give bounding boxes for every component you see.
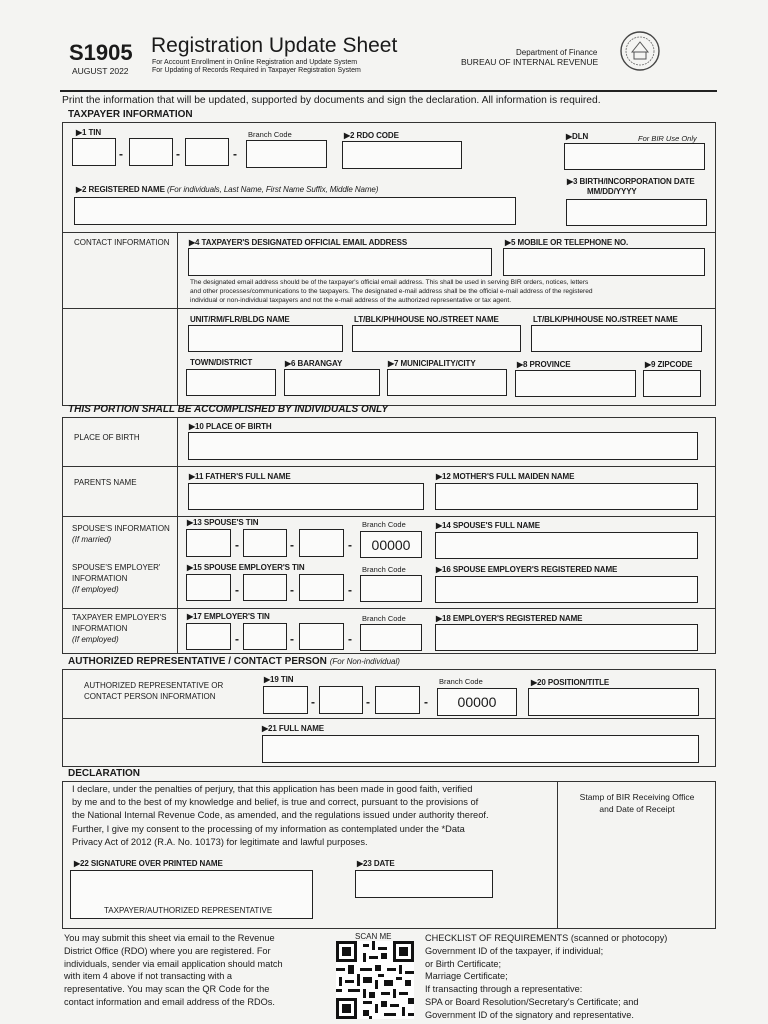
employer-branch-label: Branch Code (362, 614, 406, 623)
mother-name-label: ▶12 MOTHER'S FULL MAIDEN NAME (436, 472, 575, 481)
employer-name-label: ▶18 EMPLOYER'S REGISTERED NAME (436, 614, 583, 623)
employer-tin-dash: - (348, 632, 352, 646)
rep-branch-value: 00000 (457, 694, 497, 710)
municipality-label: ▶7 MUNICIPALITY/CITY (388, 359, 476, 368)
employer-tin-part-2-input[interactable] (243, 623, 287, 650)
form-code: S1905 (69, 40, 133, 65)
bir-seal-icon (619, 30, 661, 72)
employer-tin-dash: - (290, 632, 294, 646)
individuals-title: THIS PORTION SHALL BE ACCOMPLISHED BY INDIVIDUALS ONLY (68, 404, 389, 415)
rep-tin-part-3-input[interactable] (375, 686, 420, 714)
mother-name-input[interactable] (435, 483, 698, 510)
spouse-employer-tin-label: ▶15 SPOUSE EMPLOYER'S TIN (187, 563, 305, 572)
tin-label: ▶1 TIN (76, 128, 102, 137)
spouse-employer-row: SPOUSE'S EMPLOYER' INFORMATION (If employed) (72, 563, 161, 594)
father-name-label: ▶11 FATHER'S FULL NAME (189, 472, 291, 481)
parents-row: PARENTS NAME (74, 478, 137, 487)
instruction-text: Print the information that will be updated, supported by documents and sign the declaration. All information is required. (62, 95, 601, 106)
signature-label: ▶22 SIGNATURE OVER PRINTED NAME (74, 859, 223, 868)
branch-code-label: Branch Code (248, 130, 292, 139)
spouse-name-label: ▶14 SPOUSE'S FULL NAME (436, 521, 540, 530)
tin-part-3-input[interactable] (185, 138, 229, 166)
spouse-tin-dash: - (235, 538, 239, 552)
lot-street-input-1[interactable] (352, 325, 521, 352)
declaration-text: I declare, under the penalties of perjury, that this application has been made in good faith, verified by me and to the best of my knowledge and belief, is true and correct, pursuant to the provisions of the National Internal Revenue Code, as amended, and the regulations issued under authority thereof. Further, I give my consent to the processing of my information as contemplated under the *Data Privacy Act of 2012 (R.A. No. 10173) for legitimate and lawful purposes. (72, 784, 489, 847)
municipality-input[interactable] (387, 369, 507, 396)
spouse-tin-dash: - (348, 538, 352, 552)
bureau-name: BUREAU OF INTERNAL REVENUE (461, 57, 599, 67)
full-name-label: ▶21 FULL NAME (262, 724, 325, 733)
spouse-branch-value: 00000 (371, 537, 411, 553)
birth-date-input[interactable] (566, 199, 707, 226)
rep-tin-dash: - (424, 695, 428, 709)
place-of-birth-row: PLACE OF BIRTH (74, 433, 140, 442)
lot-street-input-2[interactable] (531, 325, 702, 352)
spouse-tin-part-1-input[interactable] (186, 529, 231, 557)
tin-part-2-input[interactable] (129, 138, 173, 166)
town-input[interactable] (186, 369, 276, 396)
checklist-item: or Birth Certificate; (425, 958, 502, 969)
spouse-info-row: SPOUSE'S INFORMATION (If married) (72, 524, 170, 544)
checklist-item: If transacting through a representative: (425, 984, 583, 995)
department-name: Department of Finance (516, 48, 598, 57)
contact-info-label: CONTACT INFORMATION (74, 238, 170, 247)
checklist-item: SPA or Board Resolution/Secretary's Certificate; and (425, 996, 639, 1007)
barangay-input[interactable] (284, 369, 380, 396)
lot-street-label-2: LT/BLK/PH/HOUSE NO./STREET NAME (533, 315, 678, 324)
spouse-employer-branch-input[interactable] (360, 575, 422, 602)
stamp-label: Stamp of BIR Receiving Office and Date of Receipt (579, 792, 695, 814)
email-note: and other processes/communications to the taxpayers. The designated e-mail address shall be the official e-mail address of the registered (190, 288, 593, 295)
position-label: ▶20 POSITION/TITLE (531, 678, 610, 687)
place-of-birth-input[interactable] (188, 432, 698, 460)
full-name-input[interactable] (262, 735, 699, 763)
checklist-item: Government ID of the signatory and representative. (425, 1009, 634, 1020)
subtitle-1: For Account Enrollment in Online Registration and Update System (152, 59, 358, 66)
authorized-title: AUTHORIZED REPRESENTATIVE / CONTACT PERSON (For Non-individual) (68, 656, 400, 667)
employer-tin-part-1-input[interactable] (186, 623, 231, 650)
spouse-employer-tin-part-3-input[interactable] (299, 574, 344, 601)
barangay-label: ▶6 BARANGAY (285, 359, 343, 368)
rdo-code-input[interactable] (342, 141, 462, 169)
employer-tin-dash: - (235, 632, 239, 646)
scan-me-label: SCAN ME (355, 932, 392, 941)
spouse-tin-label: ▶13 SPOUSE'S TIN (187, 518, 259, 527)
page-title: Registration Update Sheet (151, 34, 398, 57)
province-label: ▶8 PROVINCE (517, 360, 571, 369)
mobile-input[interactable] (503, 248, 705, 276)
unit-input[interactable] (188, 325, 343, 352)
mobile-label: ▶5 MOBILE OR TELEPHONE NO. (505, 238, 629, 247)
checklist (425, 932, 667, 1022)
dln-input[interactable] (564, 143, 705, 170)
rep-tin-part-2-input[interactable] (319, 686, 363, 714)
registered-name-input[interactable] (74, 197, 516, 225)
dln-label: ▶DLN (566, 132, 589, 141)
qr-code-icon[interactable] (336, 941, 414, 1019)
date-input[interactable] (355, 870, 493, 898)
spouse-name-input[interactable] (435, 532, 698, 559)
tin-dash: - (119, 147, 123, 161)
birth-date-label: ▶3 BIRTH/INCORPORATION DATE (567, 177, 695, 186)
form-date: AUGUST 2022 (72, 66, 129, 76)
rep-tin-label: ▶19 TIN (264, 675, 294, 684)
bir-use-only-label: For BIR Use Only (638, 134, 697, 143)
town-label: TOWN/DISTRICT (190, 358, 253, 367)
tin-dash: - (176, 147, 180, 161)
spouse-tin-part-3-input[interactable] (299, 529, 344, 557)
subtitle-2: For Updating of Records Required in Taxpayer Registration System (152, 67, 361, 74)
province-input[interactable] (515, 370, 636, 397)
zipcode-input[interactable] (643, 370, 701, 397)
email-note: The designated email address should be of the taxpayer's official email address. This shall be used in serving BIR orders, notices, letters (190, 279, 589, 286)
rep-tin-dash: - (311, 695, 315, 709)
spouse-employer-name-label: ▶16 SPOUSE EMPLOYER'S REGISTERED NAME (436, 565, 618, 574)
checklist-item: Government ID of the taxpayer, if individual; (425, 945, 604, 956)
spouse-employer-name-input[interactable] (435, 576, 698, 603)
tin-part-1-input[interactable] (72, 138, 116, 166)
employer-tin-part-3-input[interactable] (299, 623, 344, 650)
rdo-code-label: ▶2 RDO CODE (344, 131, 399, 140)
submission-note: You may submit this sheet via email to the Revenue District Office (RDO) where you are registered. For individuals, sender via email application should match with item 4 above if not transacting with a representative. You may scan the QR Code for the contact information and email address of the RDOs. (64, 933, 283, 1007)
email-label: ▶4 TAXPAYER'S DESIGNATED OFFICIAL EMAIL ADDRESS (189, 238, 408, 247)
lot-street-label-1: LT/BLK/PH/HOUSE NO./STREET NAME (354, 315, 499, 324)
spouse-tin-dash: - (290, 538, 294, 552)
spouse-employer-tin-part-2-input[interactable] (243, 574, 287, 601)
taxpayer-info-title: TAXPAYER INFORMATION (68, 109, 193, 120)
signature-caption: TAXPAYER/AUTHORIZED REPRESENTATIVE (104, 906, 273, 915)
taxpayer-employer-row: TAXPAYER EMPLOYER'S INFORMATION (If employed) (72, 613, 167, 644)
rep-tin-part-1-input[interactable] (263, 686, 308, 714)
place-of-birth-label: ▶10 PLACE OF BIRTH (189, 422, 272, 431)
spouse-tin-part-2-input[interactable] (243, 529, 287, 557)
spouse-employer-tin-dash: - (235, 583, 239, 597)
employer-name-input[interactable] (435, 624, 698, 651)
rep-branch-label: Branch Code (439, 677, 483, 686)
email-input[interactable] (188, 248, 492, 276)
checklist-title: CHECKLIST OF REQUIREMENTS (scanned or photocopy) (425, 933, 668, 943)
spouse-employer-tin-dash: - (290, 583, 294, 597)
employer-tin-label: ▶17 EMPLOYER'S TIN (187, 612, 270, 621)
checklist-item: Marriage Certificate; (425, 971, 508, 982)
rep-tin-dash: - (366, 695, 370, 709)
branch-code-input[interactable] (246, 140, 327, 168)
position-input[interactable] (528, 688, 699, 716)
spouse-branch-label: Branch Code (362, 520, 406, 529)
spouse-employer-tin-dash: - (348, 583, 352, 597)
declaration-title: DECLARATION (68, 768, 141, 779)
date-label: ▶23 DATE (357, 859, 395, 868)
spouse-employer-tin-part-1-input[interactable] (186, 574, 231, 601)
zipcode-label: ▶9 ZIPCODE (645, 360, 693, 369)
spouse-employer-branch-label: Branch Code (362, 565, 406, 574)
registered-name-label: ▶2 REGISTERED NAME (For individuals, Last Name, First Name Suffix, Middle Name) (76, 185, 379, 194)
employer-branch-input[interactable] (360, 624, 422, 651)
unit-label: UNIT/RM/FLR/BLDG NAME (190, 315, 290, 324)
tin-dash: - (233, 147, 237, 161)
authorized-row: AUTHORIZED REPRESENTATIVE OR CONTACT PERSON INFORMATION (84, 681, 224, 701)
email-note: individual or non-individual taxpayers and not the e-mail address of the authorized representative or tax agent. (190, 297, 512, 304)
father-name-input[interactable] (188, 483, 424, 510)
birth-date-format: MM/DD/YYYY (587, 187, 637, 196)
